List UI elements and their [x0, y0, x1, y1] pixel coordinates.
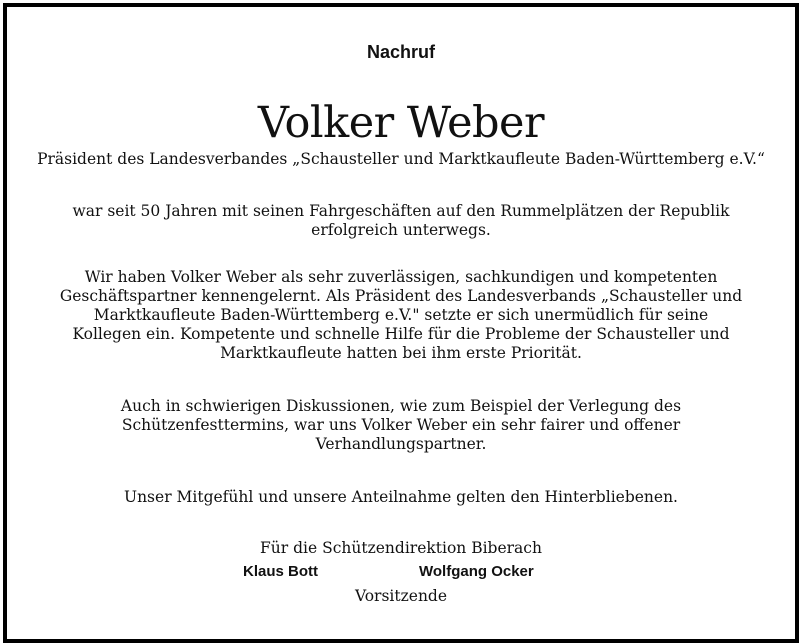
obituary-notice-frame — [3, 3, 799, 643]
deceased-title: Präsident des Landesverbandes „Schausteller und Marktkaufleute Baden-Württemberg e.V.“ — [37, 150, 765, 168]
paragraph-line: Schützenfesttermins, war uns Volker Weber ein sehr fairer und offener — [121, 416, 681, 434]
paragraph-tribute — [7, 268, 795, 363]
notice-heading: Nachruf — [366, 42, 435, 62]
signer-role: Vorsitzende — [354, 587, 448, 605]
paragraph-line: Auch in schwierigen Diskussionen, wie zum Beispiel der Verlegung des — [120, 397, 682, 415]
paragraph-line: Verhandlungspartner. — [315, 435, 487, 453]
deceased-name: Volker Weber — [257, 98, 545, 148]
paragraph-line: erfolgreich unterwegs. — [311, 221, 491, 239]
signer-name: Klaus Bott — [243, 563, 318, 580]
paragraph-career — [7, 202, 795, 240]
closing-line: Für die Schützendirektion Biberach — [260, 539, 542, 557]
paragraph-line: war seit 50 Jahren mit seinen Fahrgeschäften auf den Rummelplätzen der Republik — [72, 202, 730, 220]
signers — [7, 563, 795, 583]
paragraph-discussions — [7, 397, 795, 454]
paragraph-line: Kollegen ein. Kompetente und schnelle Hilfe für die Probleme der Schausteller und — [72, 325, 730, 343]
paragraph-line: Marktkaufleute Baden-Württemberg e.V." setzte er sich unermüdlich für seine — [93, 306, 709, 324]
signer-name: Wolfgang Ocker — [419, 563, 534, 580]
paragraph-line: Wir haben Volker Weber als sehr zuverlässigen, sachkundigen und kompetenten — [84, 268, 718, 286]
paragraph-line: Geschäftspartner kennengelernt. Als Präsident des Landesverbands „Schausteller und — [59, 287, 743, 305]
paragraph-condolence: Unser Mitgefühl und unsere Anteilnahme gelten den Hinterbliebenen. — [124, 488, 678, 506]
paragraph-line: Marktkaufleute hatten bei ihm erste Priorität. — [220, 344, 582, 362]
